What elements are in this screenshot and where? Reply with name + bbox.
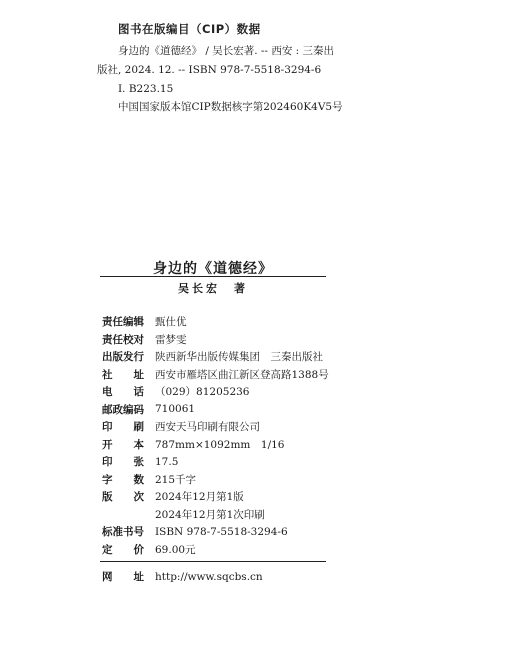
row-label: 标准书号 bbox=[102, 526, 144, 539]
row-value: 雷梦雯 bbox=[155, 333, 187, 346]
website-label: 网址 bbox=[102, 571, 144, 584]
cip-heading: 图书在版编目（CIP）数据 bbox=[118, 22, 261, 36]
row-value: 陕西新华出版传媒集团 三秦出版社 bbox=[155, 351, 323, 364]
row-label: 责任编辑 bbox=[102, 316, 144, 329]
row-label: 字数 bbox=[102, 473, 144, 486]
row-label: 印张 bbox=[102, 456, 144, 469]
colophon-row bbox=[102, 523, 332, 541]
colophon-row bbox=[102, 366, 332, 384]
cip-line-1: 身边的《道德经》 / 吴长宏著. -- 西安 : 三秦出 bbox=[118, 45, 335, 57]
colophon-row bbox=[102, 383, 332, 401]
row-label: 开本 bbox=[102, 438, 144, 451]
row-label: 版次 bbox=[102, 491, 144, 504]
colophon-row bbox=[102, 348, 332, 366]
colophon-row bbox=[102, 418, 332, 436]
row-label: 邮政编码 bbox=[102, 403, 144, 416]
colophon-row bbox=[102, 488, 332, 506]
row-label: 定价 bbox=[102, 543, 144, 556]
colophon-row bbox=[102, 436, 332, 454]
colophon-row bbox=[102, 453, 332, 471]
colophon-row bbox=[102, 471, 332, 489]
row-value: （029）81205236 bbox=[155, 386, 250, 399]
website-row bbox=[102, 568, 332, 586]
book-title: 身边的《道德经》 bbox=[153, 261, 273, 277]
bottom-rule bbox=[100, 561, 326, 562]
website-url[interactable]: http://www.sqcbs.cn bbox=[155, 570, 263, 583]
colophon-row bbox=[102, 506, 332, 524]
cip-line-3: Ⅰ. B223.15 bbox=[118, 83, 174, 95]
colophon-row bbox=[102, 313, 332, 331]
colophon-row bbox=[102, 331, 332, 349]
website-line bbox=[102, 568, 332, 586]
row-value: 2024年12月第1次印刷 bbox=[155, 508, 265, 521]
row-value: 西安天马印刷有限公司 bbox=[155, 421, 260, 434]
row-value: 西安市雁塔区曲江新区登高路1388号 bbox=[155, 368, 329, 381]
row-label: 出版发行 bbox=[102, 351, 144, 364]
row-label: 印刷 bbox=[102, 421, 144, 434]
row-value: 2024年12月第1版 bbox=[155, 491, 244, 504]
colophon-list bbox=[102, 313, 332, 558]
cip-line-2: 版社, 2024. 12. -- ISBN 978-7-5518-3294-6 bbox=[97, 64, 322, 76]
row-value: 17.5 bbox=[155, 455, 179, 468]
book-author: 吴长宏 著 bbox=[178, 282, 248, 295]
cip-line-4: 中国国家版本馆CIP数据核字第202460K4V5号 bbox=[118, 101, 343, 113]
colophon-row bbox=[102, 541, 332, 559]
title-rule bbox=[100, 276, 326, 277]
row-value: ISBN 978-7-5518-3294-6 bbox=[155, 525, 288, 538]
row-value: 甄仕优 bbox=[155, 316, 187, 329]
row-value: 787mm×1092mm 1/16 bbox=[155, 438, 285, 451]
row-value: 710061 bbox=[155, 403, 196, 416]
row-value: 215千字 bbox=[155, 473, 197, 486]
row-label: 电话 bbox=[102, 386, 144, 399]
row-label: 责任校对 bbox=[102, 333, 144, 346]
row-label: 社址 bbox=[102, 368, 144, 381]
colophon-row bbox=[102, 401, 332, 419]
row-value: 69.00元 bbox=[155, 543, 196, 556]
